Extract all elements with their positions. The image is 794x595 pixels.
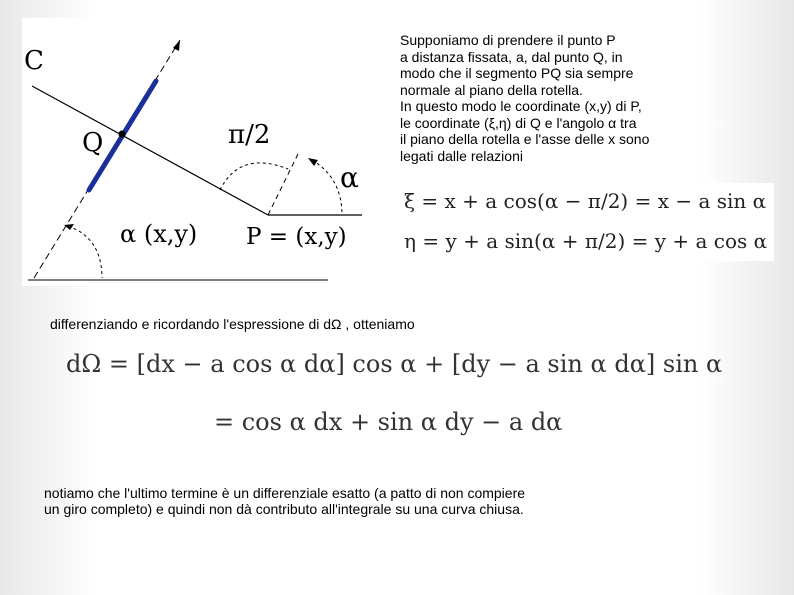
intro-paragraph [400,32,760,164]
point-q [119,131,126,138]
middle-text: differenziando e ricordando l'espressione di dΩ , otteniamo [50,316,415,332]
intro-line: In questo modo le coordinate (x,y) di P, [400,98,642,114]
equation-line-2: = cos α dx + sin α dy − a dα [214,408,563,436]
alpha-arc-arrow [308,158,318,166]
intro-line: normale al piano della rotella. [400,81,583,98]
relation-eta: η = y + a sin(α + π/2) = y + a cos α [404,229,768,253]
alpha-arc-p [312,160,342,215]
conclusion-line: notiamo che l'ultimo termine è un differenziale esatto (a patto di non compiere [44,485,526,501]
alpha-arc-base [68,226,102,278]
label-alpha: α [340,161,359,194]
equation-line-1: dΩ = [dx − a cos α dα] cos α + [dy − a sin α dα] sin α [66,350,723,378]
intro-line: le coordinate (ξ,η) di Q e l'angolo α tra [400,114,637,131]
conclusion-line: un giro completo) e quindi non dà contributo all'integrale su una curva chiusa. [44,501,524,517]
geometry-figure [22,18,368,286]
segment-pq [32,86,271,215]
label-p: P = (x,y) [246,224,347,250]
relation-xi: ξ = x + a cos(α − π/2) = x − a sin α [404,189,767,213]
intro-line: legati dalle relazioni [400,147,523,164]
intro-line: il piano della rotella e l'asse delle x sono [400,131,650,147]
intro-line: a distanza fissata, a, dal punto Q, in [400,48,623,65]
label-alpha-xy: α (x,y) [120,220,198,248]
label-q: Q [82,128,104,158]
label-half-pi: π/2 [228,120,271,150]
right-angle-arc [220,163,288,190]
intro-line: Supponiamo di prendere il punto P [400,32,616,48]
dashed-alpha-line [268,152,299,215]
label-c: C [24,46,44,76]
intro-line: modo che il segmento PQ sia sempre [400,65,634,81]
relations-formula [398,183,774,261]
